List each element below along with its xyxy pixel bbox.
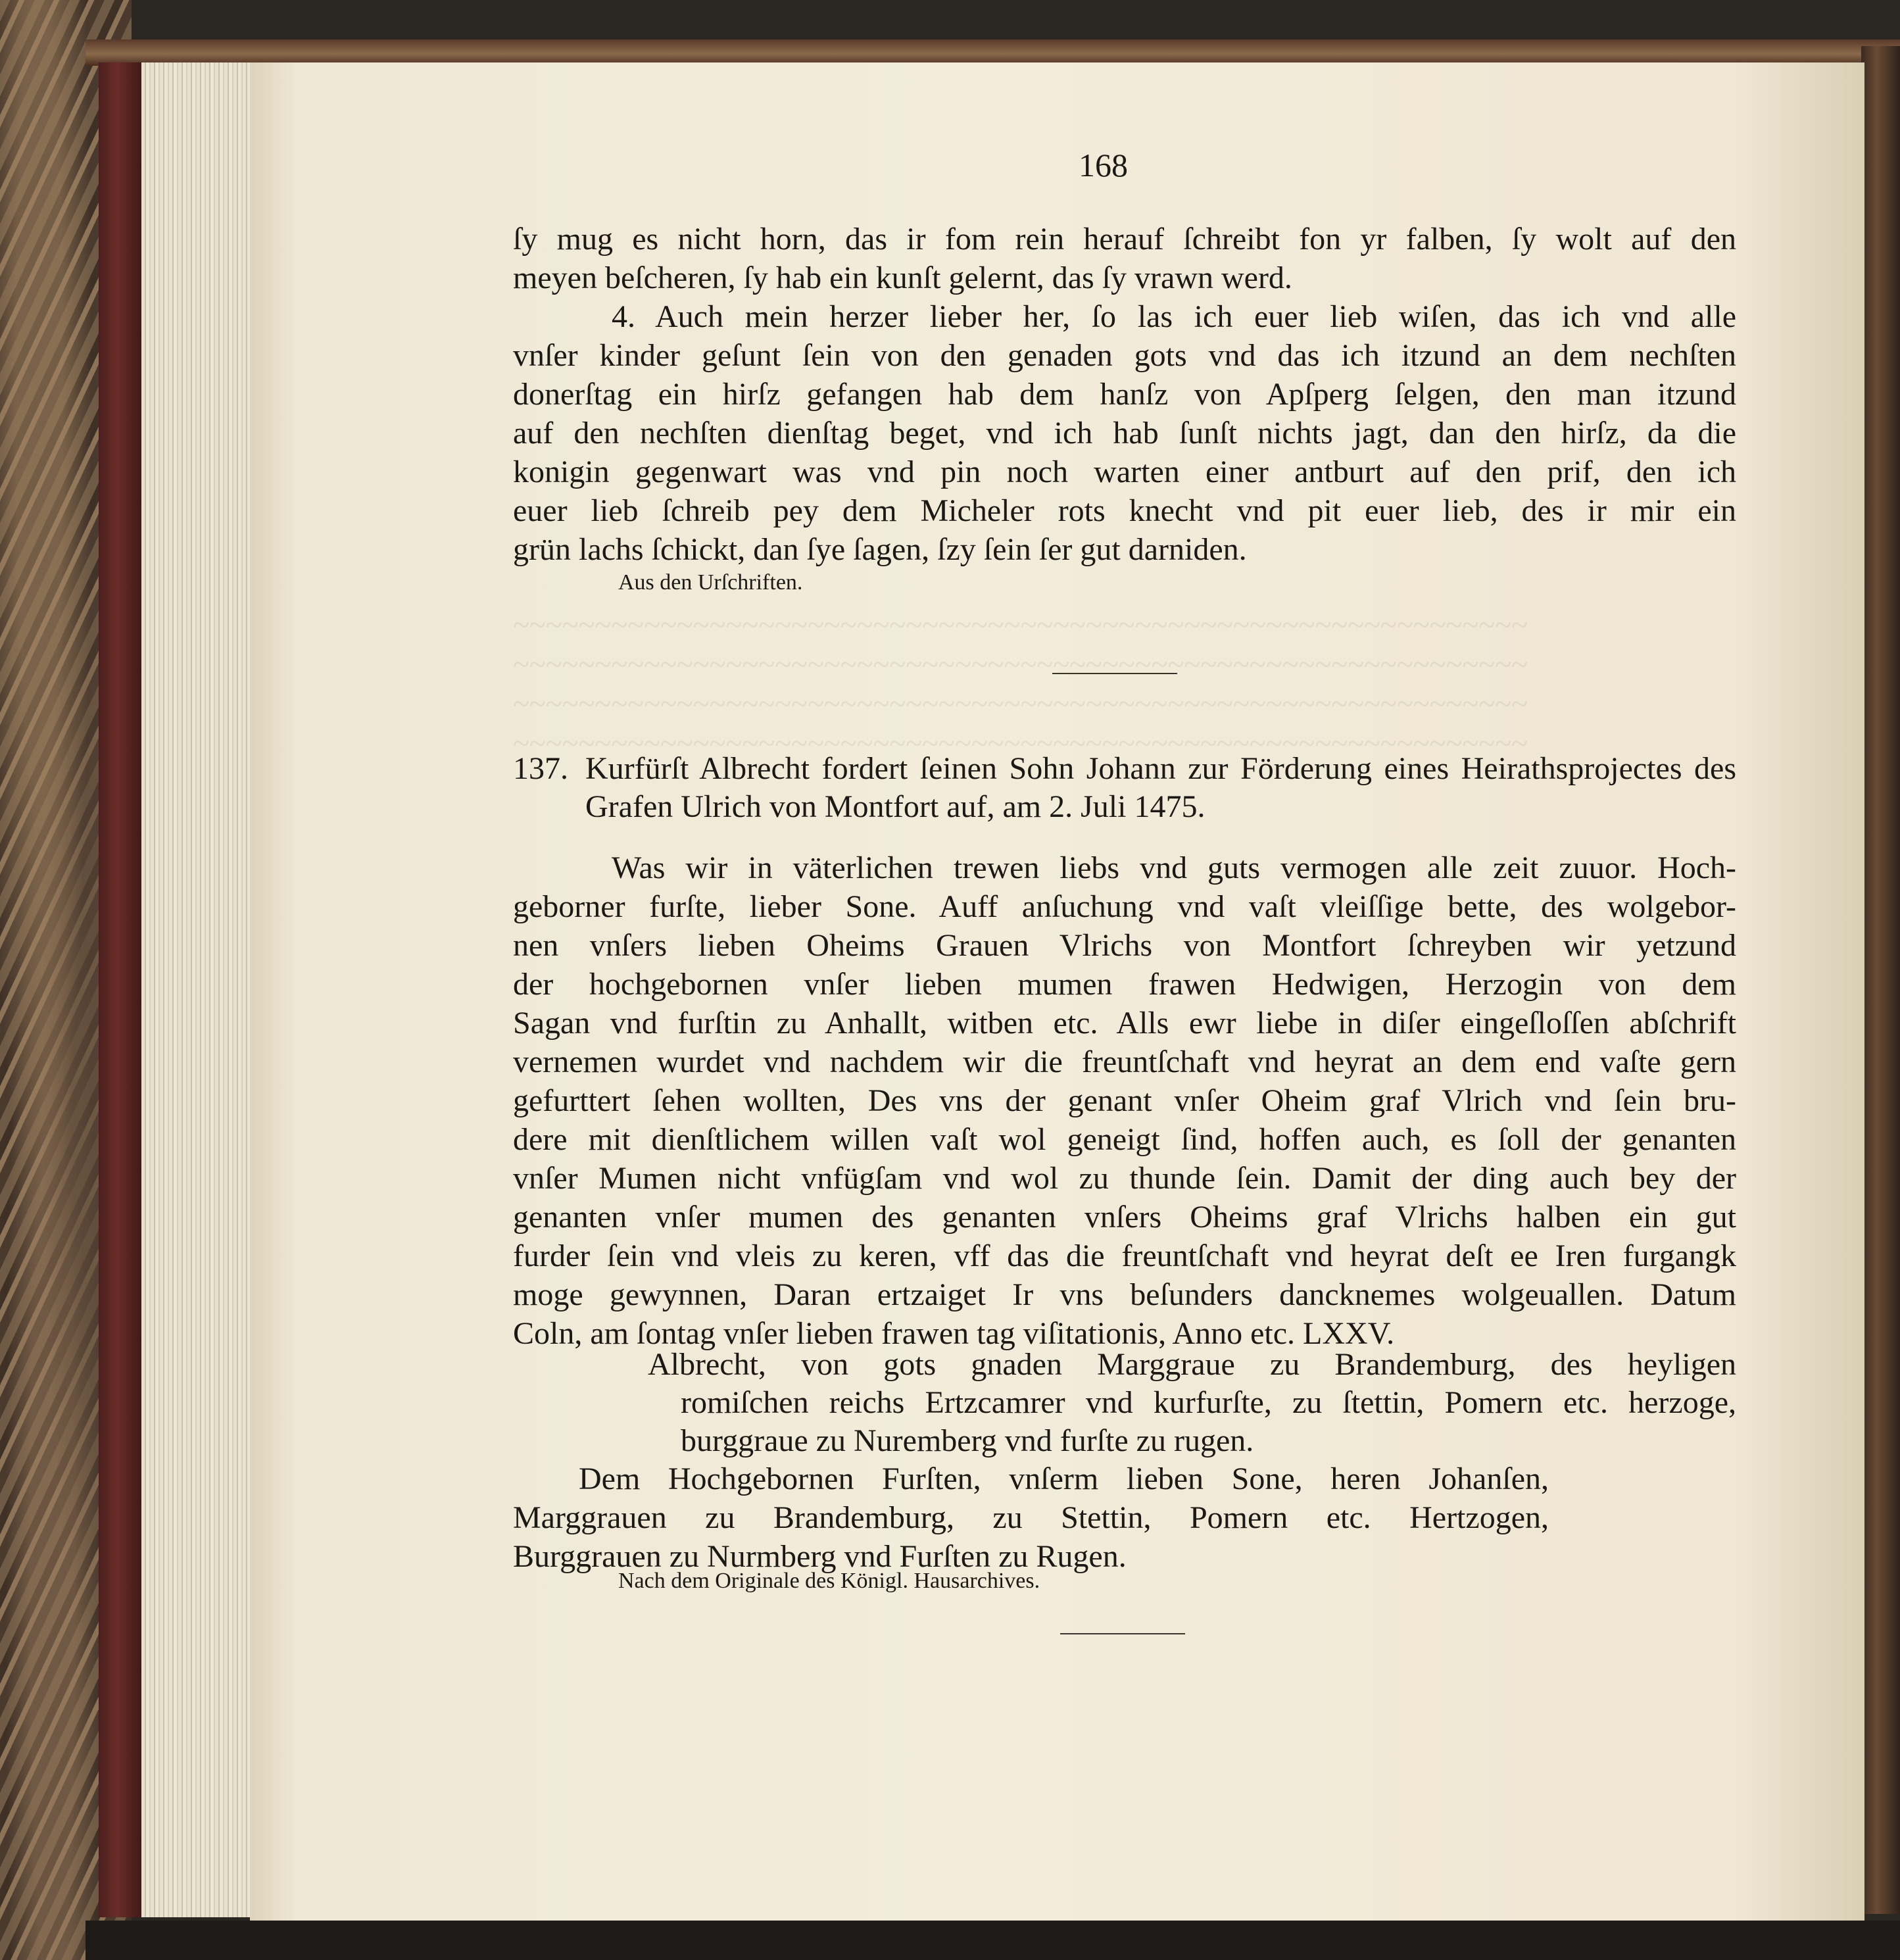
text-line: furder ſein vnd vleis zu keren, vff das die freuntſchaft vnd heyrat deſt ee Iren furgangk — [513, 1238, 1736, 1273]
signature-line: burggraue zu Nuremberg vnd furſte zu rugen. — [681, 1423, 1254, 1458]
heading-line-1: Kurfürſt Albrecht fordert ſeinen Sohn Johann zur Förderung eines Heirathsprojectes des — [585, 751, 1736, 786]
text-line: Coln, am ſontag vnſer lieben frawen tag viſitationis, Anno etc. LXXV. — [513, 1316, 1395, 1351]
text-line: konigin gegenwart was vnd pin noch warten einer antburt auf den prif, den ich — [513, 454, 1736, 489]
text-line: meyen beſcheren, ſy hab ein kunſt gelernt, das ſy vrawn werd. — [513, 260, 1292, 295]
text-line: gefurttert ſehen wollten, Des vns der genant vnſer Oheim graf Vlrich vnd ſein bru- — [513, 1083, 1736, 1118]
letter-body — [513, 848, 1736, 1353]
text-line: vernemen wurdet vnd nachdem wir die freuntſchaft vnd heyrat an dem end vaſte gern — [513, 1044, 1736, 1079]
cover-top-edge — [85, 39, 1900, 66]
page-block-edges — [141, 62, 253, 1917]
text-line: der hochgebornen vnſer lieben mumen frawen Hedwigen, Herzogin von dem — [513, 967, 1736, 1002]
page-number: 168 — [1079, 147, 1128, 184]
text-line: Sagan vnd furſtin zu Anhallt, witben etc. Alls ewr liebe in diſer eingeſloſſen abſchrift — [513, 1006, 1736, 1041]
address-line: Burggrauen zu Nurmberg vnd Furſten zu Rugen. — [513, 1539, 1127, 1574]
source-note: Aus den Urſchriften. — [618, 570, 803, 595]
signature-line: romiſchen reichs Ertzcamrer vnd kurfurſte, zu ſtettin, Pomern etc. herzoge, — [681, 1385, 1736, 1420]
signature-block — [648, 1346, 1736, 1460]
text-line: dere mit dienſtlichem willen vaſt wol geneigt ſind, hoffen auch, es ſoll der genanten — [513, 1122, 1736, 1157]
text-line: euer lieb ſchreib pey dem Micheler rots knecht vnd pit euer lieb, des ir mir ein — [513, 493, 1736, 528]
address-line: Marggrauen zu Brandemburg, zu Stettin, Pomern etc. Hertzogen, — [513, 1500, 1549, 1535]
document-heading — [513, 750, 1736, 826]
leather-spine — [99, 62, 145, 1917]
text-line: Was wir in väterlichen trewen liebs vnd guts vermogen alle zeit zuuor. Hoch- — [612, 850, 1736, 885]
background-bottom — [85, 1921, 1900, 1960]
text-line: vnſer Mumen nicht vnfügſam vnd wol zu thunde ſein. Damit der ding auch bey der — [513, 1161, 1736, 1196]
address-line: Dem Hochgebornen Furſten, vnſerm lieben Sone, heren Johanſen, — [579, 1461, 1549, 1496]
cover-right-edge — [1861, 46, 1900, 1914]
text-line: vnſer kinder geſunt ſein von den genaden gots vnd das ich itzund an dem nechſten — [513, 338, 1736, 373]
signature-line: Albrecht, von gots gnaden Marggraue zu Brandemburg, des heyligen — [648, 1347, 1736, 1382]
text-line: ſy mug es nicht horn, das ir fom rein herauf ſchreibt fon yr falben, ſy wolt auf den — [513, 222, 1736, 257]
text-line: 4. Auch mein herzer lieber her, ſo las ich euer lieb wiſen, das ich vnd alle — [612, 299, 1736, 334]
text-line: geborner furſte, lieber Sone. Auff anſuchung vnd vaſt vleiſſige bette, des wolgebor- — [513, 889, 1736, 924]
section-divider — [1052, 673, 1177, 674]
end-divider — [1060, 1633, 1185, 1634]
text-line: moge gewynnen, Daran ertzaiget Ir vns beſunders dancknemes wolgeuallen. Datum — [513, 1277, 1736, 1312]
heading-line-2: Grafen Ulrich von Montfort auf, am 2. Juli 1475. — [585, 789, 1206, 824]
text-line: nen vnſers lieben Oheims Grauen Vlrichs von Montfort ſchreyben wir yetzund — [513, 928, 1736, 963]
source-note: Nach dem Originale des Königl. Hausarchives. — [618, 1569, 1040, 1593]
document-number: 137. — [513, 751, 568, 786]
text-line: grün lachs ſchickt, dan ſye ſagen, ſzy ſein ſer gut darniden. — [513, 532, 1247, 567]
text-line: donerſtag ein hirſz gefangen hab dem hanſz von Apſperg ſelgen, den man itzund — [513, 377, 1736, 412]
top-paragraph — [513, 220, 1736, 569]
text-line: genanten vnſer mumen des genanten vnſers Oheims graf Vlrichs halben ein gut — [513, 1200, 1736, 1235]
address-block — [513, 1459, 1736, 1576]
text-line: auf den nechſten dienſtag beget, vnd ich hab ſunſt nichts jagt, dan den hirſz, da die — [513, 416, 1736, 451]
